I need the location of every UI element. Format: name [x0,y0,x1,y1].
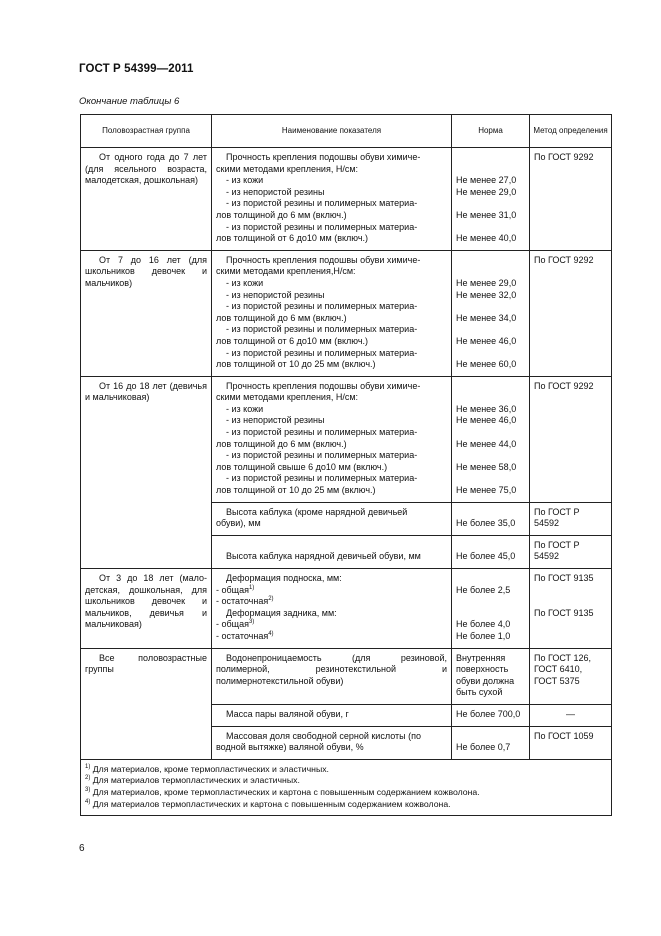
method-line: По ГОСТ 9135 [534,573,594,583]
method-cell [530,535,612,568]
indicator-line-text: - из непористой резины [226,186,325,197]
norm-line: поверхность [456,664,509,675]
indicator-line-text: - из пористой резины и полимерных материа- [226,301,418,312]
norm-line: быть сухой [456,687,503,698]
indicator-line [216,573,447,585]
indicator-line [216,619,447,631]
norm-line [456,324,525,336]
table-header-row [81,115,612,148]
indicator-line: Массовая доля свободной серной кислоты (по [226,730,421,741]
indicator-line [216,450,447,462]
indicator-line [216,266,447,278]
indicator-line [216,324,447,336]
footnote-mark: 2) [85,775,91,782]
indicator-line: обуви), мм [216,518,261,529]
indicator-text: Водонепроницаемость (для резиновой, полимерной, резинотекстильной и полимернотекстильной обуви) [216,652,447,686]
indicator-line-text: - остаточная [216,630,269,641]
indicator-line-text: лов толщиной от 6 до10 мм (включ.) [216,335,369,346]
norm-line [456,301,525,313]
indicator-cell [212,648,452,704]
indicator-line [216,348,447,360]
indicator-cell [212,148,452,251]
col-header-group: Половозрастная группа [81,115,212,148]
method-cell [530,726,612,759]
indicator-line-text: - из пористой резины и полимерных материа- [226,324,418,335]
norm-line [456,381,525,393]
indicator-line-text: Деформация подноска, мм: [226,573,342,583]
norm-line: Не менее 29,0 [456,277,517,288]
method-cell [530,502,612,535]
footnote-mark: 4) [85,798,91,805]
indicator-line [216,187,447,199]
indicator-line-text: - из пористой резины и полимерных материа- [226,427,418,438]
norm-line: Не более 700,0 [456,708,521,719]
indicator-line-text: лов толщиной до 6 мм (включ.) [216,209,347,220]
norm-line: Не менее 40,0 [456,233,517,244]
indicator-line [216,473,447,485]
indicator-line: Масса пары валяной обуви, г [226,708,349,719]
indicator-line [216,175,447,187]
norm-line: Не более 4,0 [456,619,511,630]
method-cell [530,569,612,649]
indicator-line [216,359,447,371]
method-line [534,585,607,597]
col-header-indicator: Наименование показателя [212,115,452,148]
indicator-cell [212,502,452,535]
document-header: ГОСТ Р 54399—2011 [79,63,194,75]
method-line: По ГОСТ 9292 [534,254,594,265]
method-cell [530,648,612,704]
indicator-line-text: скими методами крепления,Н/см: [216,266,356,277]
method-cell [530,250,612,376]
method-line: По ГОСТ 9292 [534,380,594,391]
indicator-line [216,462,447,474]
indicator-line [216,164,447,176]
norm-line [456,731,525,743]
indicator-line-text: лов толщиной до 6 мм (включ.) [216,312,347,323]
indicator-cell [212,569,452,649]
norm-line: Не менее 36,0 [456,403,517,414]
indicator-line [216,278,447,290]
indicator-line [216,392,447,404]
method-line: — [566,708,575,719]
table-row [81,648,612,704]
norm-line: Не менее 58,0 [456,461,517,472]
norm-line [456,573,525,585]
norm-line [456,608,525,620]
indicator-line-text: Прочность крепления подошвы обуви химиче- [226,254,421,265]
footnote-ref: 4) [268,630,274,637]
indicator-line [216,301,447,313]
indicator-line-text: - из пористой резины и полимерных материа- [226,198,418,209]
footnote-ref: 2) [268,596,274,603]
indicator-cell [212,250,452,376]
age-group-text: От одного года до 7 лет (для ясельного возраста, малодетская, дошкольная) [85,152,207,186]
age-group-cell [81,148,212,251]
footnotes-row [81,759,612,815]
indicator-line: водной вытяжке) валяной обуви, % [216,742,364,753]
norm-cell [452,648,530,704]
indicator-line [216,485,447,497]
norm-line: Не менее 27,0 [456,175,517,186]
indicator-line: Высота каблука (кроме нарядной девичьей [226,506,408,517]
method-line: По ГОСТ 9292 [534,152,594,162]
method-line: По ГОСТ 126, [534,652,592,663]
age-group-text: От 16 до 18 лет (девичья и мальчиковая) [85,380,207,403]
table-row [81,376,612,502]
norm-line [456,255,525,267]
table-row [81,148,612,251]
footnote-ref: 3) [248,619,255,626]
norm-cell [452,569,530,649]
norm-line: Не более 2,5 [456,584,511,595]
method-line: По ГОСТ 9135 [534,607,594,618]
indicator-line-text: - из непористой резины [226,289,325,300]
norm-line: Не более 45,0 [456,551,516,562]
indicator-line [216,427,447,439]
indicator-line-text: Деформация задника, мм: [226,607,337,618]
indicator-line [216,404,447,416]
indicator-line-text: лов толщиной от 6 до10 мм (включ.) [216,233,369,244]
method-cell [530,148,612,251]
age-group-cell [81,569,212,649]
indicator-line-text: - из кожи [226,277,264,288]
indicator-line [216,255,447,267]
norm-line: обуви должна [456,675,515,686]
col-header-norm: Норма [452,115,530,148]
indicator-line-text: - общая [216,584,249,595]
norm-line [456,152,525,164]
norm-line [456,266,525,278]
footnote-mark: 3) [85,786,91,793]
indicator-line [216,313,447,325]
footnote-mark: 1) [85,763,91,770]
indicator-line-text: - из пористой резины и полимерных материа- [226,221,418,232]
indicator-line-text: - из непористой резины [226,415,325,426]
footnote-text: Для материалов термопластических и эластичных. [92,775,300,786]
indicator-line-text: Прочность крепления подошвы обуви химиче- [226,152,421,162]
method-line: По ГОСТ 1059 [534,730,594,741]
norm-line [456,222,525,234]
indicator-line [216,631,447,643]
norm-line: Не менее 31,0 [456,209,517,220]
indicator-line-text: - общая [216,619,249,630]
norm-cell [452,376,530,502]
method-cell [530,704,612,726]
indicator-line [216,290,447,302]
norm-line [456,427,525,439]
indicator-line-text: лов толщиной до 6 мм (включ.) [216,438,347,449]
indicator-cell [212,376,452,502]
norm-cell [452,250,530,376]
norm-line [456,473,525,485]
norm-line: Не более 1,0 [456,630,511,641]
footnote [85,764,607,776]
table-caption: Окончание таблицы 6 [79,96,180,107]
age-group-cell [81,250,212,376]
indicator-line [216,596,447,608]
indicator-line [216,198,447,210]
age-group-text: От 7 до 16 лет (для школьников девочек и мальчиков) [85,254,207,288]
table-row [81,250,612,376]
indicator-line [216,336,447,348]
footnotes-cell [81,759,612,815]
indicator-line [216,152,447,164]
norm-cell [452,704,530,726]
norm-line [456,450,525,462]
footnote-ref: 1) [248,584,255,591]
age-group-text: Все половозрастные группы [85,652,207,675]
norm-line: Не менее 60,0 [456,359,517,370]
indicator-line-text: - остаточная [216,596,269,607]
age-group-text: От 3 до 18 лет (мало-детская, дошкольная, для школьников девочек и мальчиков, девичья и мальчиковая) [85,573,207,630]
norm-line [456,348,525,360]
norm-line: Не менее 44,0 [456,438,517,449]
norm-line: Не менее 75,0 [456,485,517,496]
col-header-method: Метод определения [530,115,612,148]
age-group-cell [81,376,212,568]
method-line: ГОСТ 6410, [534,664,583,675]
indicator-line-text: скими методами крепления, Н/см: [216,392,359,403]
indicator-cell [212,726,452,759]
indicator-line [216,608,447,620]
norm-cell [452,502,530,535]
footnote-text: Для материалов, кроме термопластических и картона с повышенным содержанием кожволона. [92,786,480,797]
indicator-line-text: Прочность крепления подошвы обуви химиче- [226,380,421,391]
indicator-line [216,381,447,393]
indicator-line [216,233,447,245]
norm-line: Не менее 46,0 [456,415,517,426]
indicator-line [216,222,447,234]
indicator-line [216,415,447,427]
norm-line [456,164,525,176]
indicator-line-text: - из пористой резины и полимерных материа- [226,450,418,461]
indicator-line [216,210,447,222]
indicator-line-text: - из кожи [226,403,264,414]
indicator-line-text: лов толщиной от 10 до 25 мм (включ.) [216,359,376,370]
norm-line: Не менее 32,0 [456,289,517,300]
method-cell [530,376,612,502]
footnote [85,775,607,787]
indicator-line-text: лов толщиной свыше 6 до10 мм (включ.) [216,461,388,472]
indicator-line-text: скими методами крепления, Н/см: [216,163,359,174]
footnote-text: Для материалов, кроме термопластических и эластичных. [92,763,329,774]
table-row [81,569,612,649]
indicator-line-text: - из пористой резины и полимерных материа- [226,473,418,484]
page-number: 6 [79,843,85,854]
method-line [534,596,607,608]
method-line: По ГОСТ Р 54592 [534,506,580,529]
footnote [85,787,607,799]
norm-cell [452,148,530,251]
indicator-cell [212,535,452,568]
indicator-line [216,439,447,451]
norm-line: Не более 0,7 [456,742,511,753]
norm-line: Не менее 34,0 [456,312,517,323]
indicator-line: Высота каблука нарядной девичьей обуви, мм [226,551,421,562]
norm-cell [452,726,530,759]
footnote-text: Для материалов термопластических и картона с повышенным содержанием кожволона. [92,798,451,809]
method-line: ГОСТ 5375 [534,675,580,686]
indicator-line [216,585,447,597]
footnote [85,799,607,811]
norm-line: Не менее 46,0 [456,335,517,346]
requirements-table [80,114,612,816]
norm-line [456,596,525,608]
norm-line: Не менее 29,0 [456,186,517,197]
norm-line [456,198,525,210]
norm-line [456,392,525,404]
indicator-line-text: лов толщиной от 10 до 25 мм (включ.) [216,485,376,496]
indicator-line-text: - из кожи [226,175,264,186]
indicator-line-text: - из пористой резины и полимерных материа- [226,347,418,358]
norm-line [456,507,525,519]
norm-cell [452,535,530,568]
norm-line: Не более 35,0 [456,518,516,529]
norm-line: Внутренняя [456,652,506,663]
age-group-cell [81,648,212,759]
method-line: По ГОСТ Р 54592 [534,539,580,562]
indicator-cell [212,704,452,726]
